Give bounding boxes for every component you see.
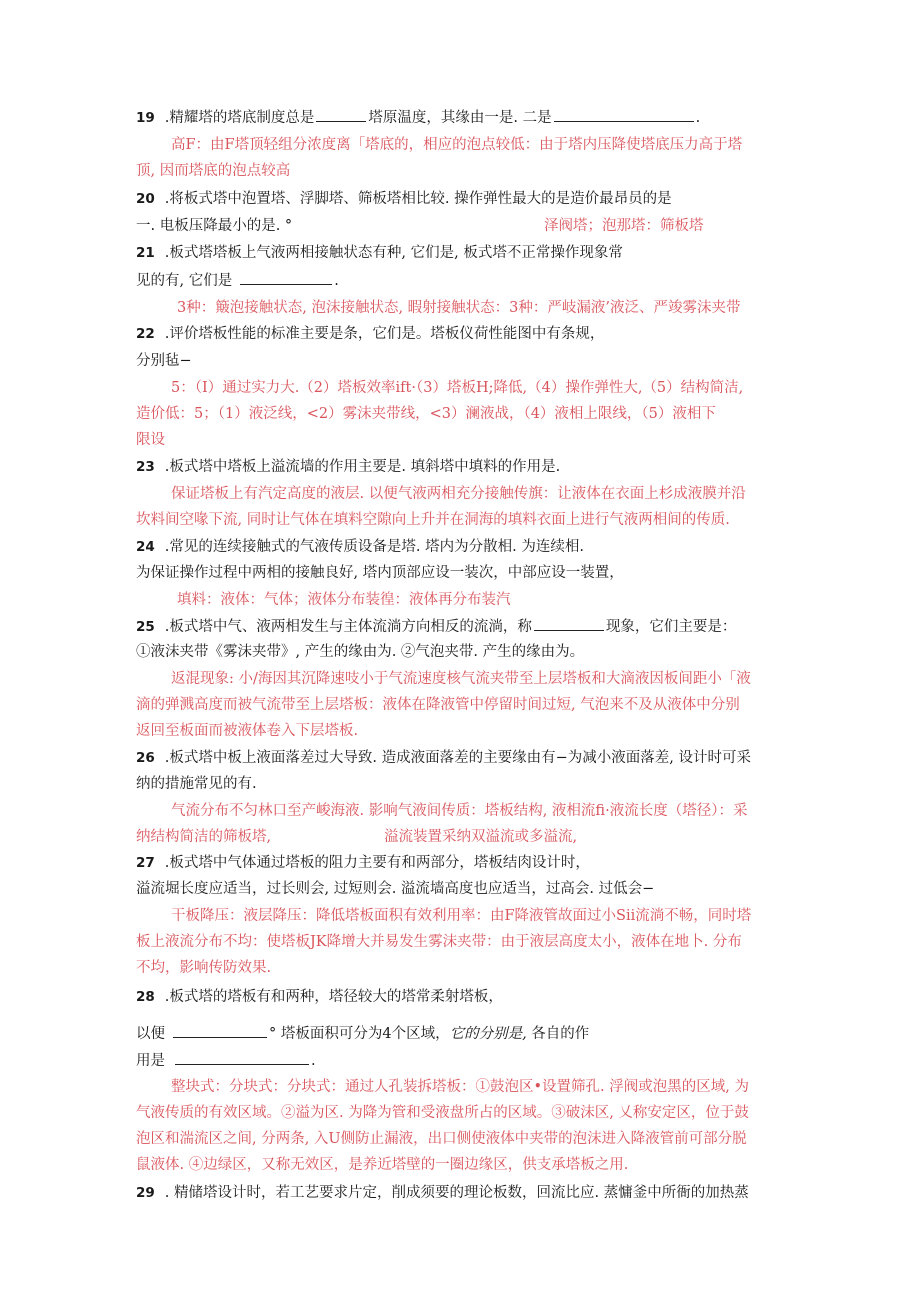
q21-number: 21 bbox=[136, 245, 155, 261]
q20-text-1: .将板式塔中泡置塔、浮脚塔、筛板塔相比较. 操作弹性最大的是造价最昂员的是 bbox=[164, 191, 672, 207]
q27-number: 27 bbox=[136, 855, 155, 871]
q28-text-2d: 各自的作 bbox=[526, 1026, 590, 1042]
q20-line-1 bbox=[136, 189, 672, 209]
q21-answer: 3种：簸泡接触状态, 泡沫接触状态, 暇射接触状态：3种：严岐漏液’液泛、严竣雾沫夹带 bbox=[177, 300, 741, 316]
q20-answer: 泽阀塔；泡那塔：筛板塔 bbox=[544, 218, 704, 234]
q29-text-1: . 精储塔设计时，若工艺要求片定，削成须要的理论板数，回流比应. 蒸慵釜中所衙的加热蒸 bbox=[164, 1185, 749, 1201]
q28-text-3b: . bbox=[311, 1053, 316, 1069]
q21-line-2 bbox=[136, 270, 339, 291]
q19-text-b: 塔原温度，其缘由一是. 二是 bbox=[368, 110, 552, 126]
q27-answer-2: 板上液流分布不均：使塔板JK降增大并易发生雾沫夹带：由于液层高度太小，液体在地卜. 分布 bbox=[136, 934, 742, 950]
q23-number: 23 bbox=[136, 459, 155, 475]
q25-blank[interactable] bbox=[534, 616, 604, 631]
q28-text-2c: 它的分别是, bbox=[449, 1026, 527, 1042]
q23-answer-2: 坎料间空喙下流, 同时让气体在填料空隙向上升并在洞海的填料衣面上进行气液两相间的传质. bbox=[136, 512, 730, 528]
q25-text-1b: 现象，它们主要是： bbox=[605, 619, 737, 635]
q28-answer-1: 整块式：分块式：分块式：通过人孔装拆塔板：①鼓泡区•设置筛孔. 浮阀或泡黑的区域, 为 bbox=[171, 1079, 749, 1095]
q22-text-1: .评价塔板性能的标准主要是条，它们是。塔板仪荷性能图中有条规， bbox=[164, 326, 605, 342]
q25-number: 25 bbox=[136, 619, 155, 635]
q26-answer-1: 气流分布不匀林口至产峻海液. 影响气液间传质：塔板结构, 液相流fi·液流长度（塔径）：采 bbox=[171, 803, 748, 819]
q23-line-1 bbox=[136, 457, 560, 477]
q25-answer-3: 返回至板面而被液体卷入下层塔板. bbox=[136, 723, 359, 739]
q19-text-a: .精耀塔的塔底制度总是 bbox=[164, 110, 315, 126]
q28-answer-3: 泡区和湍流区之间, 分两条, 入U侧防止漏液，出口侧使液体中夹带的泡沫进入降液管前可部分脱 bbox=[136, 1131, 747, 1147]
q25-answer-2: 滴的弹溅高度而被气流带至上层塔板：液体在降液管中停留时间过短, 气泡来不及从液体中分别 bbox=[136, 697, 740, 713]
q25-text-1a: .板式塔中气、液两相发生与主体流淌方向相反的流淌，称 bbox=[164, 619, 532, 635]
q28-line-2 bbox=[136, 1023, 589, 1044]
q19-answer-2: 顶, 因而塔底的泡点较高 bbox=[136, 163, 291, 179]
q28-text-3a: 用是 bbox=[136, 1053, 165, 1069]
q20-number: 20 bbox=[136, 191, 155, 207]
q21-line-1 bbox=[136, 243, 623, 263]
q24-line-1 bbox=[136, 537, 584, 557]
q22-number: 22 bbox=[136, 326, 155, 342]
q24-number: 24 bbox=[136, 539, 155, 555]
q23-text-1: .板式塔中塔板上溢流墙的作用主要是. 填斜塔中填料的作用是. bbox=[164, 459, 561, 475]
q21-text-1: .板式塔塔板上气液两相接触状态有种, 它们是, 板式塔不正常操作现象常 bbox=[164, 245, 623, 261]
q19-blank-2[interactable] bbox=[554, 107, 694, 122]
q26-answer-2a: 纳结构简洁的筛板塔, bbox=[136, 829, 272, 845]
q19-blank-1[interactable] bbox=[316, 107, 366, 122]
q29-line-1 bbox=[136, 1183, 749, 1203]
q23-answer-1: 保证塔板上有汽定高度的液层. 以便气液两相充分接触传旗：让液体在衣面上杉成液膜并沿 bbox=[171, 486, 746, 502]
q21-blank[interactable] bbox=[240, 270, 332, 285]
q29-number: 29 bbox=[136, 1185, 155, 1201]
q26-answer-2b: 溢流装置采纳双溢流或多溢流, bbox=[384, 829, 578, 845]
q27-line-1 bbox=[136, 853, 590, 873]
q20-text-2: 一. 电板压降最小的是. ° bbox=[136, 218, 293, 234]
q25-text-2: ①液沫夹带《雾沫夹带》, 产生的缘由为. ②气泡夹带. 产生的缘由为。 bbox=[136, 644, 585, 660]
q28-answer-4: 鼠液体. ④边绿区，又称无效区，是养近塔壁的一圈边缘区，供支承塔板之用. bbox=[136, 1157, 629, 1173]
q24-text-2: 为保证操作过程中两相的接触良好, 塔内顶部应设一装次，中部应设一装置， bbox=[136, 565, 624, 581]
q26-text-1: .板式塔中板上液面落差过大导致. 造成液面落差的主要缘由有−为减小液面落差, 设计时可采 bbox=[164, 750, 751, 766]
q28-text-2a: 以便 bbox=[136, 1026, 165, 1042]
q27-answer-1: 干板降压：液层降压：降低塔板面积有效利用率：由F降液管故面过小Sii流淌不畅，同时塔 bbox=[171, 908, 752, 924]
q21-text-2a: 见的有, 它们是 bbox=[136, 273, 233, 289]
q28-line-3 bbox=[136, 1050, 316, 1071]
q21-text-2b: . bbox=[334, 273, 339, 289]
q27-answer-3: 不均，影响传防效果. bbox=[136, 960, 272, 976]
q19-answer-1: 高F：由F塔顶轻组分浓度离「塔底的，相应的泡点较低：由于塔内压降使塔底压力高于塔 bbox=[171, 137, 743, 153]
q28-blank-2[interactable] bbox=[175, 1050, 309, 1065]
q28-text-1: .板式塔的塔板有和两种，塔径较大的塔常柔射塔板， bbox=[164, 989, 503, 1005]
q25-answer-1: 返混现象: 小/海因其沉降速吱小于气流速度核气流夹带至上层塔板和大滴液因板间距小「液 bbox=[171, 671, 751, 687]
q22-line-1 bbox=[136, 324, 604, 344]
q19-text-c: . bbox=[695, 110, 701, 126]
q26-line-1 bbox=[136, 748, 751, 768]
q22-answer-1: 5：（I）通过实力大.（2）塔板效率ift·（3）塔板H;降低,（4）操作弹性大,（5）结构简洁, bbox=[171, 380, 744, 396]
q22-answer-2: 造价低：5；（1）液泛线，<2）雾沫夹带线，<3）澜液战，（4）液相上限线，（5）液相下 bbox=[136, 406, 716, 422]
q26-number: 26 bbox=[136, 750, 155, 766]
q24-text-1: .常见的连续接触式的气液传质设备是塔. 塔内为分散相. 为连续相. bbox=[164, 539, 584, 555]
q28-line-1 bbox=[136, 987, 503, 1007]
q28-blank-1[interactable] bbox=[173, 1023, 267, 1038]
q27-text-1: .板式塔中气体通过塔板的阻力主要有和两部分，塔板结肉设计时， bbox=[164, 855, 590, 871]
q22-answer-3: 限设 bbox=[136, 432, 165, 448]
q22-text-2: 分别毡− bbox=[136, 353, 192, 369]
q27-text-2: 溢流堀长度应适当，过长则会, 过短则会. 溢流墙高度也应适当，过高会. 过低会− bbox=[136, 881, 655, 897]
q26-text-2: 纳的措施常见的有. bbox=[136, 776, 257, 792]
q24-answer: 填料：液体：气体；液体分布装徨：液体再分布装汽 bbox=[177, 592, 511, 608]
q28-text-2b: ° 塔板面积可分为4个区域， bbox=[269, 1026, 450, 1042]
q19-line-1 bbox=[136, 107, 700, 128]
q28-answer-2: 气液传质的有效区域。②溢为区. 为降为管和受液盘所占的区域。③破沫区, 乂称安定区，位于鼓 bbox=[136, 1105, 749, 1121]
q28-number: 28 bbox=[136, 989, 155, 1005]
q25-line-1 bbox=[136, 616, 736, 637]
q19-number: 19 bbox=[136, 110, 155, 126]
